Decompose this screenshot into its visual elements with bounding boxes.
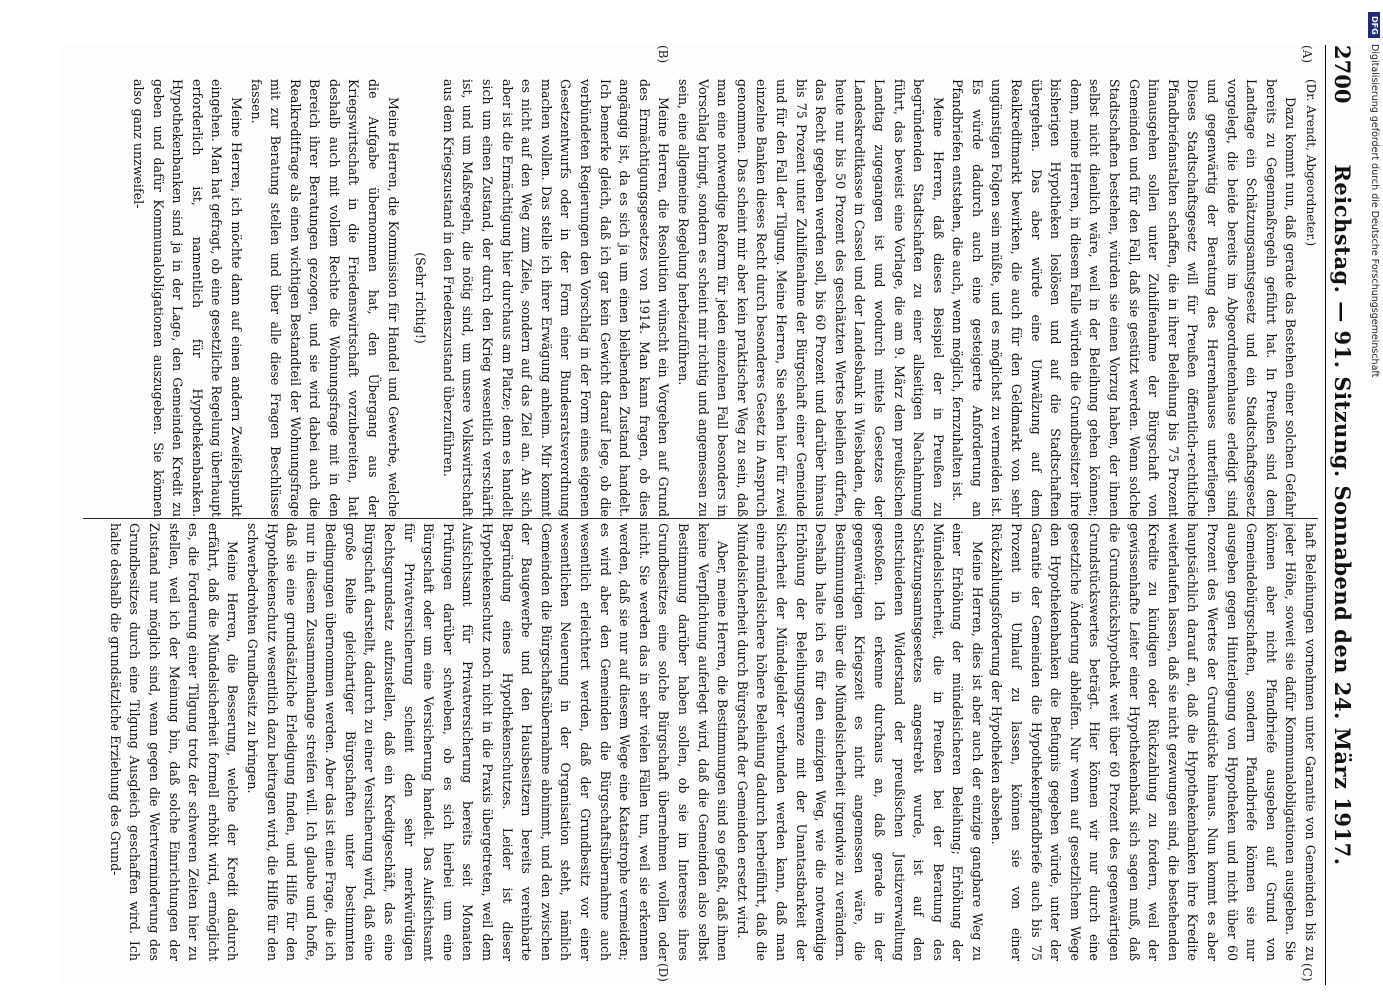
paragraph: Meine Herren, die Kommission für Handel und Gewerbe, welche die Aufgabe übernommen hat, den Übergang aus der Kriegswirtschaft in die Friedenswirtschaft vorzubereiten, hat deshalb auch mit vollem Rechte die Wohnungsfrage mit in den Bereich ihrer Beratungen gezogen, und sie wird dabei auch die Realkreditfrage als einen wichtigen Bestandteil der Wohnungsfrage mit zur Beratung stellen und über alle diese Fragen Beschlüsse fassen. — [248, 79, 401, 517]
rotated-document-page — [60, 45, 1360, 985]
paragraph: Meine Herren, ich möchte dann auf einen andern Zweifelspunkt eingehen. Man hat gefragt, ob eine gesetzliche Regelung überhaupt erforderlich ist, namentlich für Hypothekenbanken. Hypothekenbanken sind ja in der Lage, den Gemeinden Kredit zu geben und dafür Kommunalobligationen auszugeben. Sie können also ganz unzweifel- — [130, 79, 244, 517]
interjection: (Sehr richtig!) — [413, 252, 429, 344]
margin-mark-d: (D) — [656, 963, 670, 982]
page-header — [1325, 45, 1360, 985]
page-title: Reichstag. — 91. Sitzung. Sonnabend den 24. März 1917. — [1330, 164, 1356, 866]
margin-mark-a: (A) — [1300, 45, 1314, 64]
paragraph: Aber, meine Herren, die Bestimmungen sind so gefaßt, daß ihnen keine Verpflichtung auferlegt wird, daß die Gemeinden also selbst Bestimmung darüber haben sollen, ob sie im Interesse ihres Grundbesitzes eine solche Bürgschaft übernehmen wollen oder nicht. Sie werden das in sehr vielen Fällen tun, weil sie erkennen werden, daß sie nur auf diesem Wege eine Katastrophe vermeiden; es wird aber den Gemeinden die Bürgschaftsübernahme auch wesentlich erleichtert werden, daß der Grundbesitz vor einer wesentlichen Neuerung in der Organisation steht, nämlich Gemeinden die Bürgschaftsübernahme abnimmt, und den zwischen der Baugewerbe und den Hausbesitzern bereits vereinbarte Begründung eines Hypothekenschutzes. Leider ist dieser Hypothekenschutz noch nicht in die Praxis übergetreten, weil dem Aufsichtsamt für Privatversicherung bereits seit Monaten Prüfungen darüber schweben, ob es sich hierbei um eine Bürgschaft oder um eine Versicherung handelt. Das Aufsichtsamt für Privatversicherung scheint den sehr merkwürdigen Rechtsgrundsatz aufzustellen, daß ein Kreditgeschäft, das eine Bürgschaft darstellt, dadurch zu einer Versicherung wird, daß eine große Reihe gleichartiger Bürgschaften unter bestimmten Bedingungen übernommen werden. Aber das ist eine Frage, die ich nur in diesem Zusammenhange streifen will. Ich glaube und hoffe, daß sie eine grundsätzliche Erledigung finden, und Hilfe für den Hypothekenschutz wesentlich dazu beitragen wird, die Hilfe für den schwerbedrohten Grundbesitz zu bringen. — [244, 523, 731, 961]
paragraph: Meine Herren, die Resolution wünscht ein Vorgehen auf Grund des Ermächtigungsgesetzes von 1914. Man kann fragen, ob dies angängig ist, da es sich ja um einen bleibenden Zustand handelt. Ich bemerke gleich, daß ich gar kein Gewicht darauf lege, ob die verbündeten Regierungen den Vorschlag in der Form eines eigenen Gesetzentwurfs oder in der Form einer Bundesratsverordnung machen wollen. Das stelle ich ihrer Erwägung anheim. Mir kommt es nicht auf den Weg zum Ziele, sondern auf das Ziel an. An sich aber ist die Ermächtigung hier durchaus am Platze; denn es handelt sich um einen Zustand, der durch den Krieg wesentlich verschärft ist, und um Maßregeln, die nötig sind, um unsere Volkswirtschaft aus dem Kriegszustand in den Friedenszustand überzuführen. — [440, 79, 672, 517]
paragraph: Dazu kommt nun, daß gerade das Bestehen einer solchen Gefahr bereits zu Gegenmaßregeln geführt hat. In Preußen sind dem Landtage ein Schätzungsamtsgesetz und ein Stadtschaftsgesetz vorgelegt, die beide bereits im Abgeordnetenhause erledigt sind und gegenwärtig der Beratung des Herrenhauses unterliegen. Dieses Stadtschaftsgesetz will für Preußen öffentlich-rechtliche Pfandbriefanstalten schaffen, die in ihrer Beleihung bis 75 Prozent hinausgehen sollen unter Zuhilfenahme der Bürgschaft von Gemeinden und für den Fall, daß sie gestützt werden. Wenn solche Stadtschaften bestehen, würden sie einen Vorzug haben, der ihnen selbst nicht dienlich wäre, weil in der Beleihung gehen können; denn, meine Herren, in diesem Falle würden die Grundbesitzer ihre bisherigen Hypotheken loslösen und auf die Stadtschaften übergehen. Das aber würde eine Umwälzung auf dem Realkreditmarkt bewirken, die auch für den Geldmarkt von sehr ungünstigen Folgen sein müßte, und es möglichst zu vermeiden ist. Es würde dadurch auch eine gesteigerte Anforderung an Pfandbriefen entstehen, die auch, wenn möglich, fernzuhalten ist. — [950, 79, 1299, 517]
dfg-logo: DFG — [1368, 12, 1380, 38]
speaker-note: (Dr. Arendt, Abgeordneter.) — [1304, 79, 1318, 247]
column-divider — [83, 518, 1318, 519]
page-number: 2700 — [1330, 45, 1356, 104]
paragraph: Meine Herren, die Besserung, welche der Kredit dadurch erfährt, daß die Mündelsicherheit formell erhöht wird, ermöglicht es, die Forderung einer Tilgung trotz der schweren Zeiten hier zu stellen, weil ich der Meinung bin, daß solche Einrichtungen der Zustand nur möglich sind, wenn gegen die Wertverminderung des Grundbesitzes durch eine Tilgung Ausgleich geschaffen wird. Ich halte deshalb die grundsätzliche Erziehung des Grund- — [107, 523, 241, 961]
margin-mark-b: (B) — [656, 45, 670, 64]
margin-mark-c: (C) — [1300, 963, 1314, 982]
right-text-column — [80, 523, 1320, 961]
digitization-note-text: Digitalisierung gefördert durch die Deutsche Forschungsgemeinschaft — [1369, 44, 1380, 378]
paragraph: Meine Herren, daß dieses Beispiel der in Preußen zu begründenden Stadtschaften zu einer allseitigen Nachahmung führt, das beweist eine Vorlage, die am 9. März dem preußischen Landtag zugegangen ist und wodurch mittels Gesetzes der Landeskreditkasse in Cassel und der Landesbank in Wiesbaden, die heute nur bis 50 Prozent des geschätzten Wertes beleihen dürfen, das Recht gegeben werden soll, bis 60 Prozent und darüber hinaus bis 75 Prozent unter Zuhilfenahme der Bürgschaft einer Gemeinde und für den Fall der Tilgung. Meine Herren, Sie sehen hier für zwei einzelne Banken dieses Recht durch besonderes Gesetz in Anspruch genommen. Das scheint mir aber kein praktischer Weg zu sein, daß man eine notwendige Reform für jeden einzelnen Fall besonders in Vorschlag bringt, sondern es scheint mir richtig und angemessen zu sein, eine allgemeine Regelung herbeizuführen. — [676, 79, 946, 517]
digitization-note — [1366, 44, 1380, 744]
paragraph: haft Beleihungen vornehmen unter Garantie von Gemeinden bis zu jeder Höhe, soweit sie dafür Kommunalobligationen ausgeben. Sie können aber nicht Pfandbriefe ausgeben auf Grund von Gemeindebürgschaften, sondern Pfandbriefe können sie nur ausgeben gegen Hinterlegung von Hypotheken und nicht über 60 Prozent des Wertes der Grundstücke hinaus. Nun kommt es aber hauptsächlich darauf an, daß die Hypothekenbanken ihre Kredite weiterlaufen lassen, daß sie nicht gezwungen sind, die bestehenden Kredite zu kündigen oder Rückzahlung zu fordern, weil der gewissenhafte Leiter einer Hypothekenbank sich sagen muß, daß die Grundstückshypothek weit über 60 Prozent des gegenwärtigen Grundstückswertes beträgt. Hier können wir nur durch eine gesetzliche Änderung abhelfen. Nur wenn auf gesetzlichem Wege den Hypothekenbanken die Befugnis gegeben würde, unter der Garantie der Gemeinden die Hypothekenpfandbriefe auch bis 75 Prozent in Umlauf zu lassen, können sie von einer Rückzahlungsforderung der Hypotheken absehen. — [989, 523, 1318, 961]
paragraph: Meine Herren, dies ist aber auch der einzige gangbare Weg zu einer Erhöhung der mündelsicheren Beleihung; Erhöhung der Mündelsicherheit, die in Preußen bei der Beratung des Schätzungsamtsgesetzes angestrebt wurde, ist auf den entschiedenen Widerstand der preußischen Justizverwaltung gestoßen. Ich erkenne durchaus an, daß gerade in der gegenwärtigen Kriegszeit es nicht angemessen wäre, die Bestimmungen über die Mündelsicherheit irgendwie zu verändern. Deshalb halte ich es für den einzigen Weg, wie die notwendige Erhöhung der Beleihungsgrenze mit der Unantastbarkeit der Sicherheit der Mündelgelder verbunden werden kann, daß man eine mündelsichere höhere Beleihung dadurch herbeiführt, daß die Mündelsicherheit durch Bürgschaft der Gemeinden ersetzt wird. — [734, 523, 985, 961]
left-text-column — [80, 79, 1320, 517]
